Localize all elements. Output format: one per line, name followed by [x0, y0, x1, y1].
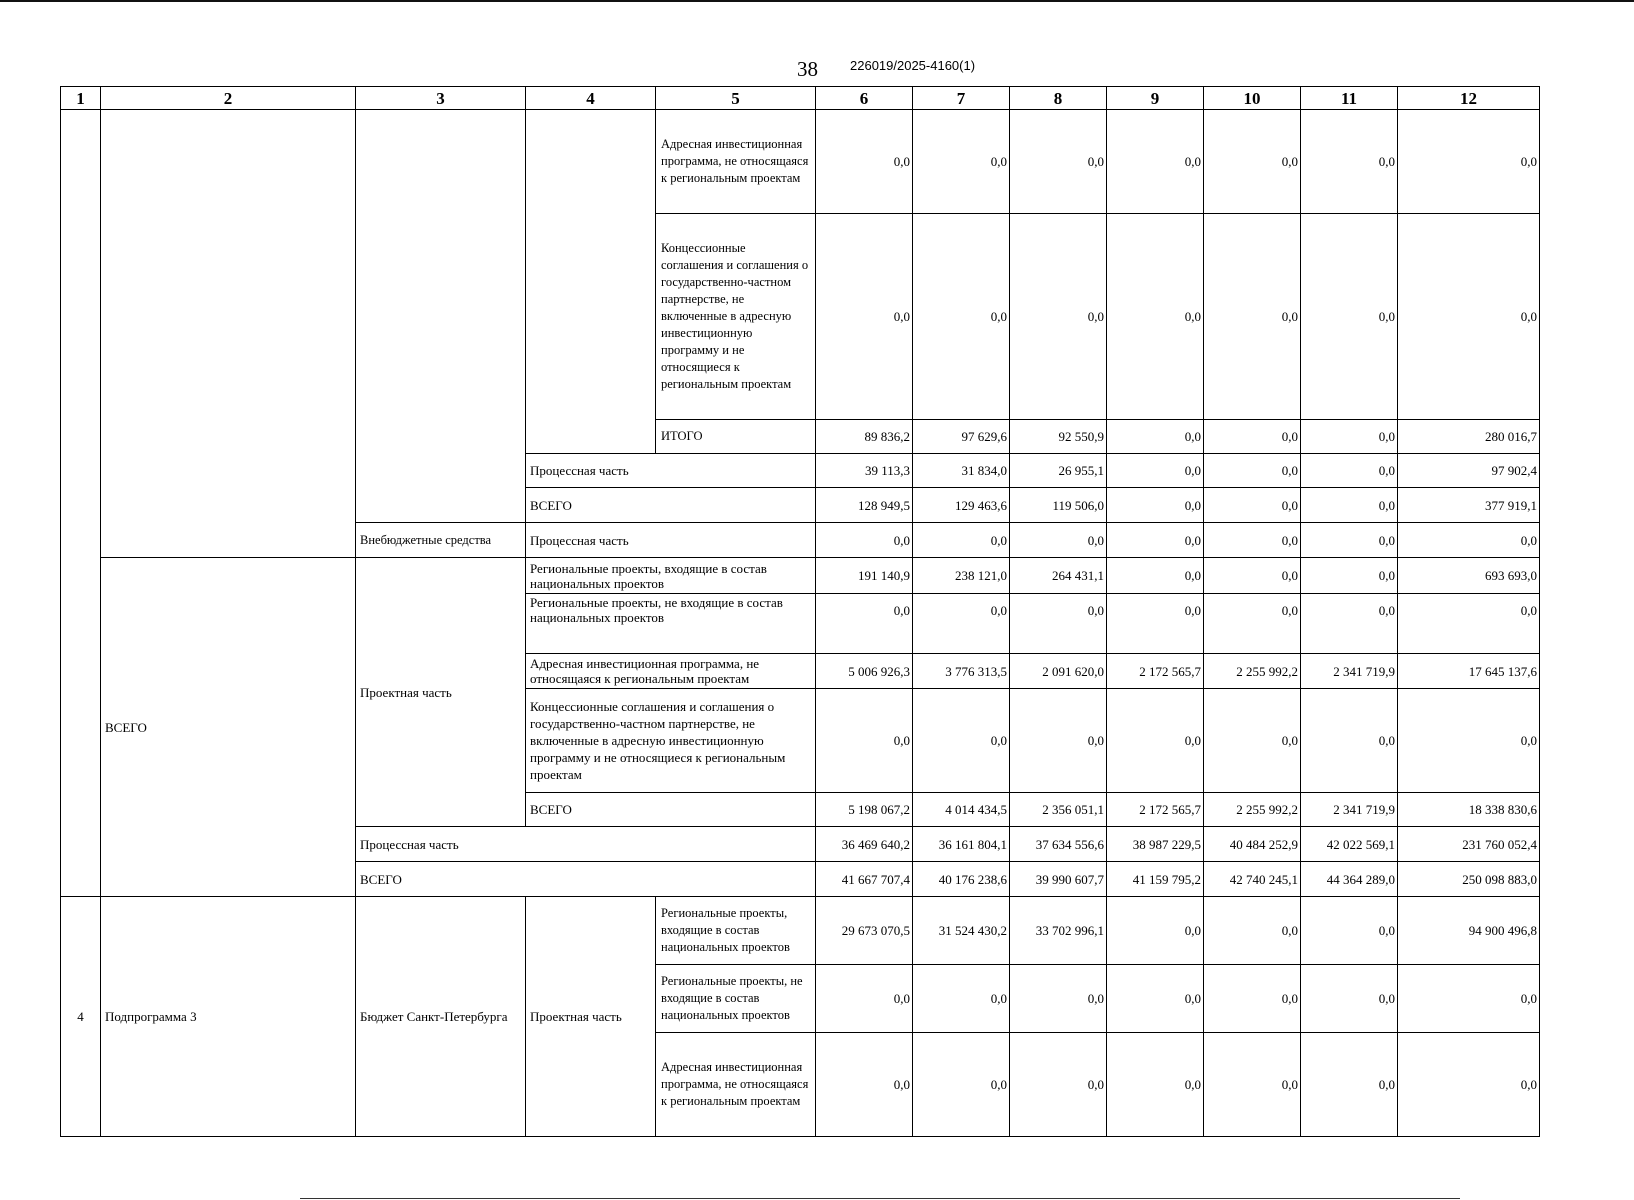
value-cell: 0,0: [1107, 523, 1204, 558]
value-cell: 0,0: [1301, 488, 1398, 523]
cell-empty: [356, 110, 526, 523]
col-num-7: 7: [913, 87, 1010, 110]
value-cell: 0,0: [1204, 214, 1301, 420]
value-cell: 29 673 070,5: [816, 897, 913, 965]
value-cell: 0,0: [1301, 420, 1398, 454]
value-cell: 31 524 430,2: [913, 897, 1010, 965]
value-cell: 0,0: [1301, 897, 1398, 965]
value-cell: 0,0: [1301, 523, 1398, 558]
value-cell: 129 463,6: [913, 488, 1010, 523]
row-label: Региональные проекты, не входящие в состав национальных проектов: [526, 594, 816, 654]
value-cell: 4 014 434,5: [913, 793, 1010, 827]
value-cell: 0,0: [1107, 488, 1204, 523]
value-cell: 0,0: [1107, 965, 1204, 1033]
value-cell: 42 022 569,1: [1301, 827, 1398, 862]
cell-empty: [526, 110, 656, 454]
value-cell: 0,0: [913, 689, 1010, 793]
value-cell: 0,0: [913, 965, 1010, 1033]
row-label: ВСЕГО: [356, 862, 816, 897]
value-cell: 377 919,1: [1398, 488, 1540, 523]
value-cell: 0,0: [816, 689, 913, 793]
value-cell: 5 006 926,3: [816, 654, 913, 689]
value-cell: 0,0: [913, 214, 1010, 420]
row-label: Концессионные соглашения и соглашения о государственно-частном партнерстве, не включенные в адресную инвестиционную программу и не относящиеся к региональным проектам: [526, 689, 816, 793]
value-cell: 0,0: [1301, 110, 1398, 214]
value-cell: 0,0: [1301, 558, 1398, 594]
value-cell: 0,0: [1398, 523, 1540, 558]
col-num-4: 4: [526, 87, 656, 110]
value-cell: 40 484 252,9: [1204, 827, 1301, 862]
value-cell: 2 356 051,1: [1010, 793, 1107, 827]
value-cell: 0,0: [913, 1033, 1010, 1137]
funding-source: Бюджет Санкт-Петербурга: [356, 897, 526, 1137]
value-cell: 0,0: [816, 214, 913, 420]
value-cell: 0,0: [1398, 1033, 1540, 1137]
value-cell: 0,0: [1301, 454, 1398, 488]
value-cell: 0,0: [816, 523, 913, 558]
value-cell: 280 016,7: [1398, 420, 1540, 454]
value-cell: 2 341 719,9: [1301, 793, 1398, 827]
value-cell: 97 902,4: [1398, 454, 1540, 488]
value-cell: 0,0: [1107, 1033, 1204, 1137]
value-cell: 0,0: [1107, 110, 1204, 214]
value-cell: 2 255 992,2: [1204, 654, 1301, 689]
value-cell: 0,0: [1204, 1033, 1301, 1137]
value-cell: 0,0: [1398, 214, 1540, 420]
value-cell: 0,0: [1010, 110, 1107, 214]
value-cell: 0,0: [1010, 594, 1107, 654]
value-cell: 0,0: [1204, 594, 1301, 654]
bottom-border-line: [300, 1198, 1460, 1199]
value-cell: 3 776 313,5: [913, 654, 1010, 689]
value-cell: 0,0: [1010, 689, 1107, 793]
value-cell: 0,0: [913, 523, 1010, 558]
row-label: ВСЕГО: [526, 793, 816, 827]
row-label: Концессионные соглашения и соглашения о государственно-частном партнерстве, не включенные в адресную инвестиционную программу и не относящиеся к региональным проектам: [656, 214, 816, 420]
col-num-6: 6: [816, 87, 913, 110]
value-cell: 41 159 795,2: [1107, 862, 1204, 897]
value-cell: 0,0: [1204, 420, 1301, 454]
value-cell: 39 990 607,7: [1010, 862, 1107, 897]
page-number: 38: [797, 57, 818, 81]
col-num-10: 10: [1204, 87, 1301, 110]
col-num-9: 9: [1107, 87, 1204, 110]
value-cell: 2 172 565,7: [1107, 654, 1204, 689]
value-cell: 40 176 238,6: [913, 862, 1010, 897]
value-cell: 250 098 883,0: [1398, 862, 1540, 897]
top-border-line: [0, 0, 1634, 2]
value-cell: 191 140,9: [816, 558, 913, 594]
value-cell: 128 949,5: [816, 488, 913, 523]
value-cell: 2 091 620,0: [1010, 654, 1107, 689]
cell-empty: [101, 110, 356, 558]
value-cell: 2 341 719,9: [1301, 654, 1398, 689]
value-cell: 39 113,3: [816, 454, 913, 488]
row-label: Региональные проекты, не входящие в состав национальных проектов: [656, 965, 816, 1033]
row-label: Региональные проекты, входящие в состав национальных проектов: [526, 558, 816, 594]
value-cell: 26 955,1: [1010, 454, 1107, 488]
value-cell: 97 629,6: [913, 420, 1010, 454]
funding-source: Внебюджетные средства: [356, 523, 526, 558]
value-cell: 2 255 992,2: [1204, 793, 1301, 827]
value-cell: 0,0: [1010, 523, 1107, 558]
value-cell: 0,0: [1107, 214, 1204, 420]
col-num-8: 8: [1010, 87, 1107, 110]
value-cell: 0,0: [1204, 897, 1301, 965]
col-num-2: 2: [101, 87, 356, 110]
value-cell: 0,0: [816, 594, 913, 654]
part-label: Проектная часть: [526, 897, 656, 1137]
value-cell: 44 364 289,0: [1301, 862, 1398, 897]
col-num-3: 3: [356, 87, 526, 110]
col-num-11: 11: [1301, 87, 1398, 110]
value-cell: 0,0: [1107, 897, 1204, 965]
row-label: Адресная инвестиционная программа, не относящаяся к региональным проектам: [656, 1033, 816, 1137]
value-cell: 31 834,0: [913, 454, 1010, 488]
value-cell: 0,0: [1204, 689, 1301, 793]
value-cell: 0,0: [1204, 488, 1301, 523]
value-cell: 0,0: [1398, 965, 1540, 1033]
value-cell: 693 693,0: [1398, 558, 1540, 594]
budget-table: [60, 86, 1540, 1137]
row-label: Региональные проекты, входящие в состав национальных проектов: [656, 897, 816, 965]
value-cell: 92 550,9: [1010, 420, 1107, 454]
value-cell: 0,0: [1204, 558, 1301, 594]
value-cell: 231 760 052,4: [1398, 827, 1540, 862]
table-row: [61, 897, 1540, 965]
value-cell: 0,0: [1398, 689, 1540, 793]
part-label: Проектная часть: [356, 558, 526, 827]
value-cell: 0,0: [1301, 1033, 1398, 1137]
column-number-row: [61, 87, 1540, 110]
row-number: 4: [61, 897, 101, 1137]
value-cell: 0,0: [913, 110, 1010, 214]
value-cell: 0,0: [816, 110, 913, 214]
value-cell: 0,0: [1107, 420, 1204, 454]
value-cell: 0,0: [1107, 594, 1204, 654]
row-label: ИТОГО: [656, 420, 816, 454]
value-cell: 0,0: [1107, 558, 1204, 594]
row-label: Процессная часть: [526, 523, 816, 558]
value-cell: 264 431,1: [1010, 558, 1107, 594]
section-title: ВСЕГО: [101, 558, 356, 897]
row-label: Адресная инвестиционная программа, не относящаяся к региональным проектам: [526, 654, 816, 689]
value-cell: 0,0: [1301, 214, 1398, 420]
value-cell: 0,0: [1301, 965, 1398, 1033]
value-cell: 5 198 067,2: [816, 793, 913, 827]
value-cell: 0,0: [1010, 1033, 1107, 1137]
table-row: [61, 110, 1540, 214]
col-num-5: 5: [656, 87, 816, 110]
value-cell: 0,0: [1204, 523, 1301, 558]
value-cell: 0,0: [1301, 594, 1398, 654]
value-cell: 17 645 137,6: [1398, 654, 1540, 689]
col-num-12: 12: [1398, 87, 1540, 110]
value-cell: 0,0: [816, 1033, 913, 1137]
value-cell: 37 634 556,6: [1010, 827, 1107, 862]
value-cell: 36 161 804,1: [913, 827, 1010, 862]
subprogram-title: Подпрограмма 3: [101, 897, 356, 1137]
col-num-1: 1: [61, 87, 101, 110]
value-cell: 18 338 830,6: [1398, 793, 1540, 827]
value-cell: 89 836,2: [816, 420, 913, 454]
document-id: 226019/2025-4160(1): [850, 58, 976, 73]
value-cell: 0,0: [1398, 110, 1540, 214]
value-cell: 33 702 996,1: [1010, 897, 1107, 965]
row-label: Адресная инвестиционная программа, не относящаяся к региональным проектам: [656, 110, 816, 214]
value-cell: 0,0: [1107, 689, 1204, 793]
cell-empty: [61, 110, 101, 897]
value-cell: 42 740 245,1: [1204, 862, 1301, 897]
value-cell: 119 506,0: [1010, 488, 1107, 523]
value-cell: 36 469 640,2: [816, 827, 913, 862]
value-cell: 41 667 707,4: [816, 862, 913, 897]
row-label: ВСЕГО: [526, 488, 816, 523]
row-label: Процессная часть: [526, 454, 816, 488]
value-cell: 0,0: [1398, 594, 1540, 654]
value-cell: 0,0: [816, 965, 913, 1033]
value-cell: 0,0: [1010, 214, 1107, 420]
value-cell: 94 900 496,8: [1398, 897, 1540, 965]
value-cell: 2 172 565,7: [1107, 793, 1204, 827]
value-cell: 0,0: [913, 594, 1010, 654]
value-cell: 38 987 229,5: [1107, 827, 1204, 862]
value-cell: 0,0: [1010, 965, 1107, 1033]
value-cell: 0,0: [1204, 454, 1301, 488]
value-cell: 0,0: [1204, 965, 1301, 1033]
value-cell: 0,0: [1107, 454, 1204, 488]
value-cell: 0,0: [1301, 689, 1398, 793]
value-cell: 238 121,0: [913, 558, 1010, 594]
table-row: [61, 558, 1540, 594]
row-label: Процессная часть: [356, 827, 816, 862]
value-cell: 0,0: [1204, 110, 1301, 214]
